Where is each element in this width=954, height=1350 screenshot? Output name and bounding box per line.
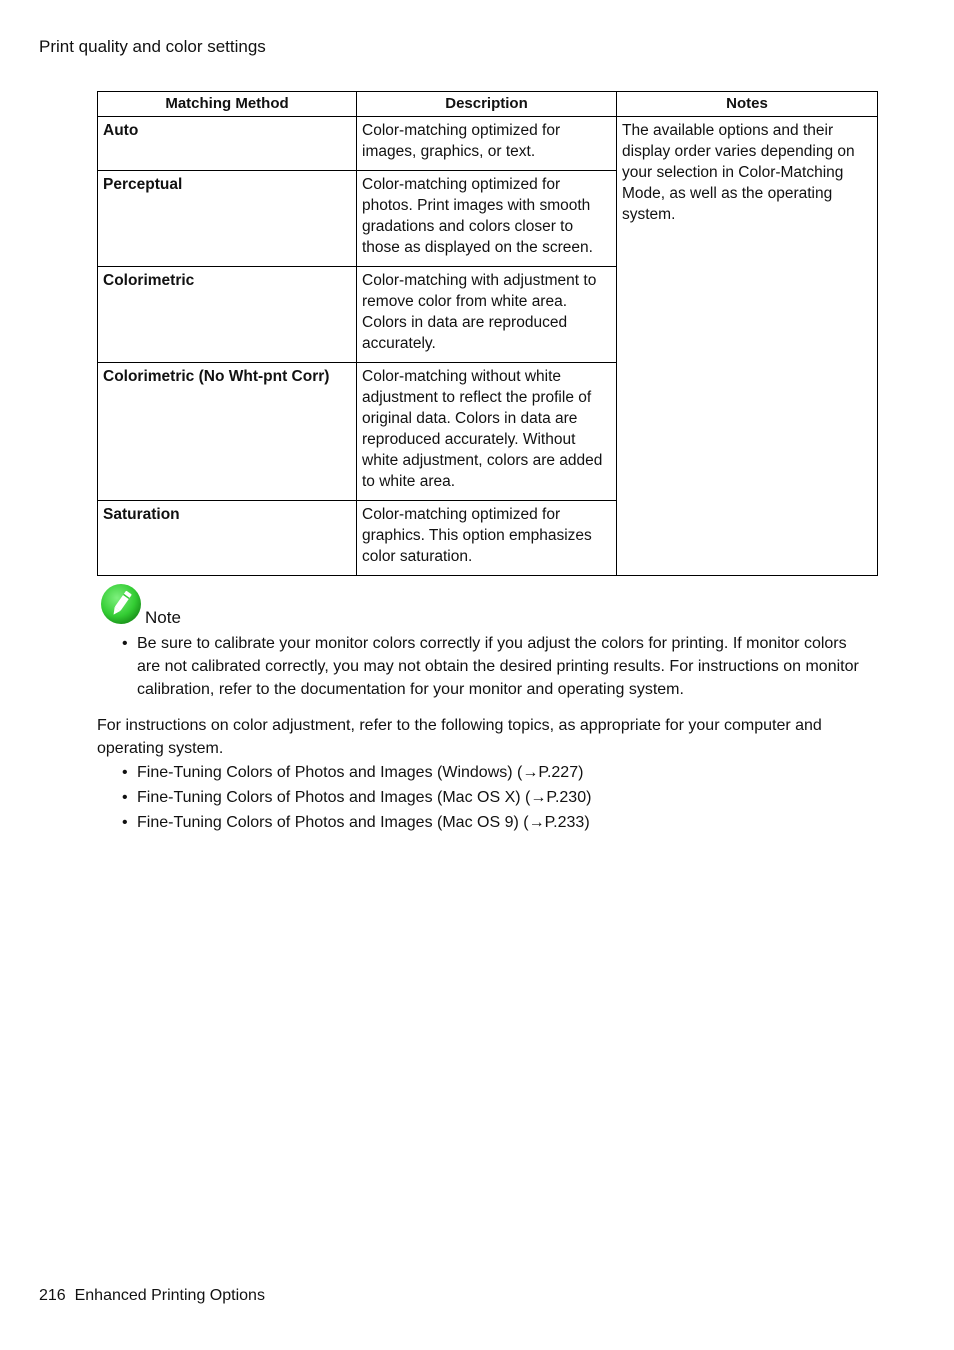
page-footer bbox=[39, 1287, 265, 1305]
note-label: Note bbox=[145, 608, 181, 627]
table-row bbox=[98, 117, 878, 171]
description-cell: Color-matching with adjustment to remove color from white area. Colors in data are reproduced accurately. bbox=[357, 267, 617, 363]
notes-cell: The available options and their display order varies depending on your selection in Color-Matching Mode, as well as the operating system. bbox=[617, 117, 878, 576]
column-header-notes: Notes bbox=[617, 92, 878, 117]
topic-bullet: • bbox=[122, 789, 128, 806]
list-item bbox=[122, 785, 591, 810]
page-header: Print quality and color settings bbox=[39, 37, 266, 56]
note-body: Be sure to calibrate your monitor colors correctly if you adjust the colors for printing. If monitor colors are not calibrated correctly, you may not obtain the desired printing results. For instructions on monitor calibration, refer to the documentation for your monitor and operating system. bbox=[137, 635, 859, 698]
footer-section-title: Enhanced Printing Options bbox=[74, 1287, 265, 1304]
method-cell: Colorimetric (No Wht-pnt Corr) bbox=[98, 363, 357, 501]
note-text bbox=[122, 632, 872, 701]
method-cell: Colorimetric bbox=[98, 267, 357, 363]
description-cell: Color-matching optimized for photos. Print images with smooth gradations and colors closer to those as displayed on the screen. bbox=[357, 171, 617, 267]
method-cell: Saturation bbox=[98, 501, 357, 576]
column-header-matching-method: Matching Method bbox=[98, 92, 357, 117]
description-cell: Color-matching optimized for images, graphics, or text. bbox=[357, 117, 617, 171]
table-header-row bbox=[98, 92, 878, 117]
note-bullet: • bbox=[122, 635, 128, 652]
method-cell: Auto bbox=[98, 117, 357, 171]
list-item bbox=[122, 810, 591, 835]
topic-bullet: • bbox=[122, 814, 128, 831]
topic-bullet: • bbox=[122, 764, 128, 781]
topic-link-windows[interactable]: Fine-Tuning Colors of Photos and Images (Windows) (→P.227) bbox=[137, 764, 584, 781]
description-cell: Color-matching optimized for graphics. This option emphasizes color saturation. bbox=[357, 501, 617, 576]
topic-link-mac-os-9[interactable]: Fine-Tuning Colors of Photos and Images (Mac OS 9) (→P.233) bbox=[137, 814, 590, 831]
column-header-description: Description bbox=[357, 92, 617, 117]
list-item bbox=[122, 760, 591, 785]
topic-list bbox=[122, 760, 591, 835]
pencil-note-icon bbox=[100, 583, 142, 625]
topic-link-mac-os-x[interactable]: Fine-Tuning Colors of Photos and Images (Mac OS X) (→P.230) bbox=[137, 789, 592, 806]
description-cell: Color-matching without white adjustment to reflect the profile of original data. Colors in data are reproduced accurately. Without white adjustment, colors are added to white area. bbox=[357, 363, 617, 501]
intro-paragraph: For instructions on color adjustment, refer to the following topics, as appropriate for your computer and operating system. bbox=[97, 717, 822, 757]
matching-method-table bbox=[97, 91, 878, 576]
page-number: 216 bbox=[39, 1287, 66, 1304]
method-cell: Perceptual bbox=[98, 171, 357, 267]
